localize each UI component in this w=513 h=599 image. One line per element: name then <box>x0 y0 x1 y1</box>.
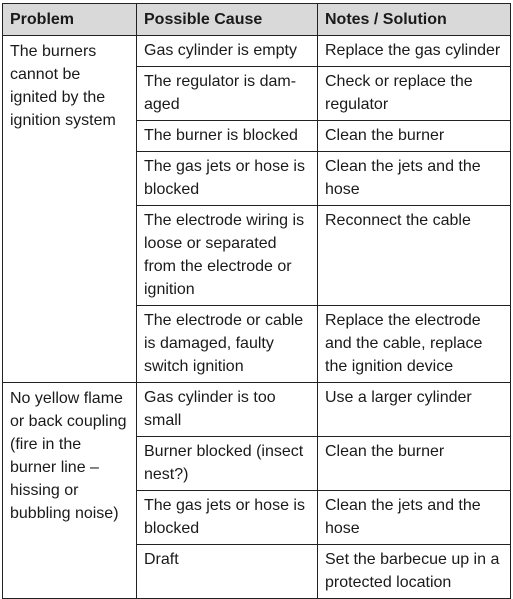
cause-cell: Burner blocked (insect nest?) <box>137 437 318 491</box>
problem-cell: No yellow flame or back coupling (fire in the burner line – hissing or bubbling noise) <box>3 383 137 599</box>
cause-cell: Draft <box>137 545 318 599</box>
header-problem: Problem <box>3 4 137 36</box>
cause-cell: The electrode or cable is damaged, faulty switch ignition <box>137 306 318 383</box>
solution-cell: Check or replace the regulator <box>318 67 511 121</box>
solution-cell: Clean the jets and the hose <box>318 491 511 545</box>
cause-cell: Gas cylinder is too small <box>137 383 318 437</box>
solution-cell: Use a larger cylinder <box>318 383 511 437</box>
header-notes-solution: Notes / Solution <box>318 4 511 36</box>
solution-cell: Reconnect the cable <box>318 206 511 306</box>
table-row <box>3 36 511 67</box>
solution-cell: Clean the burner <box>318 437 511 491</box>
solution-cell: Clean the burner <box>318 121 511 152</box>
cause-cell: The electrode wiring is loose or separated from the electrode or ignition <box>137 206 318 306</box>
cause-cell: The gas jets or hose is blocked <box>137 491 318 545</box>
solution-cell: Replace the electrode and the cable, replace the ignition device <box>318 306 511 383</box>
troubleshooting-table <box>2 3 511 599</box>
cause-cell: The burner is blocked <box>137 121 318 152</box>
table-row <box>3 383 511 437</box>
solution-cell: Set the barbecue up in a protected location <box>318 545 511 599</box>
problem-cell: The burners cannot be ignited by the ignition system <box>3 36 137 383</box>
cause-cell: Gas cylinder is empty <box>137 36 318 67</box>
header-row <box>3 4 511 36</box>
cause-cell: The regulator is dam-aged <box>137 67 318 121</box>
solution-cell: Clean the jets and the hose <box>318 152 511 206</box>
cause-cell: The gas jets or hose is blocked <box>137 152 318 206</box>
solution-cell: Replace the gas cylinder <box>318 36 511 67</box>
header-possible-cause: Possible Cause <box>137 4 318 36</box>
